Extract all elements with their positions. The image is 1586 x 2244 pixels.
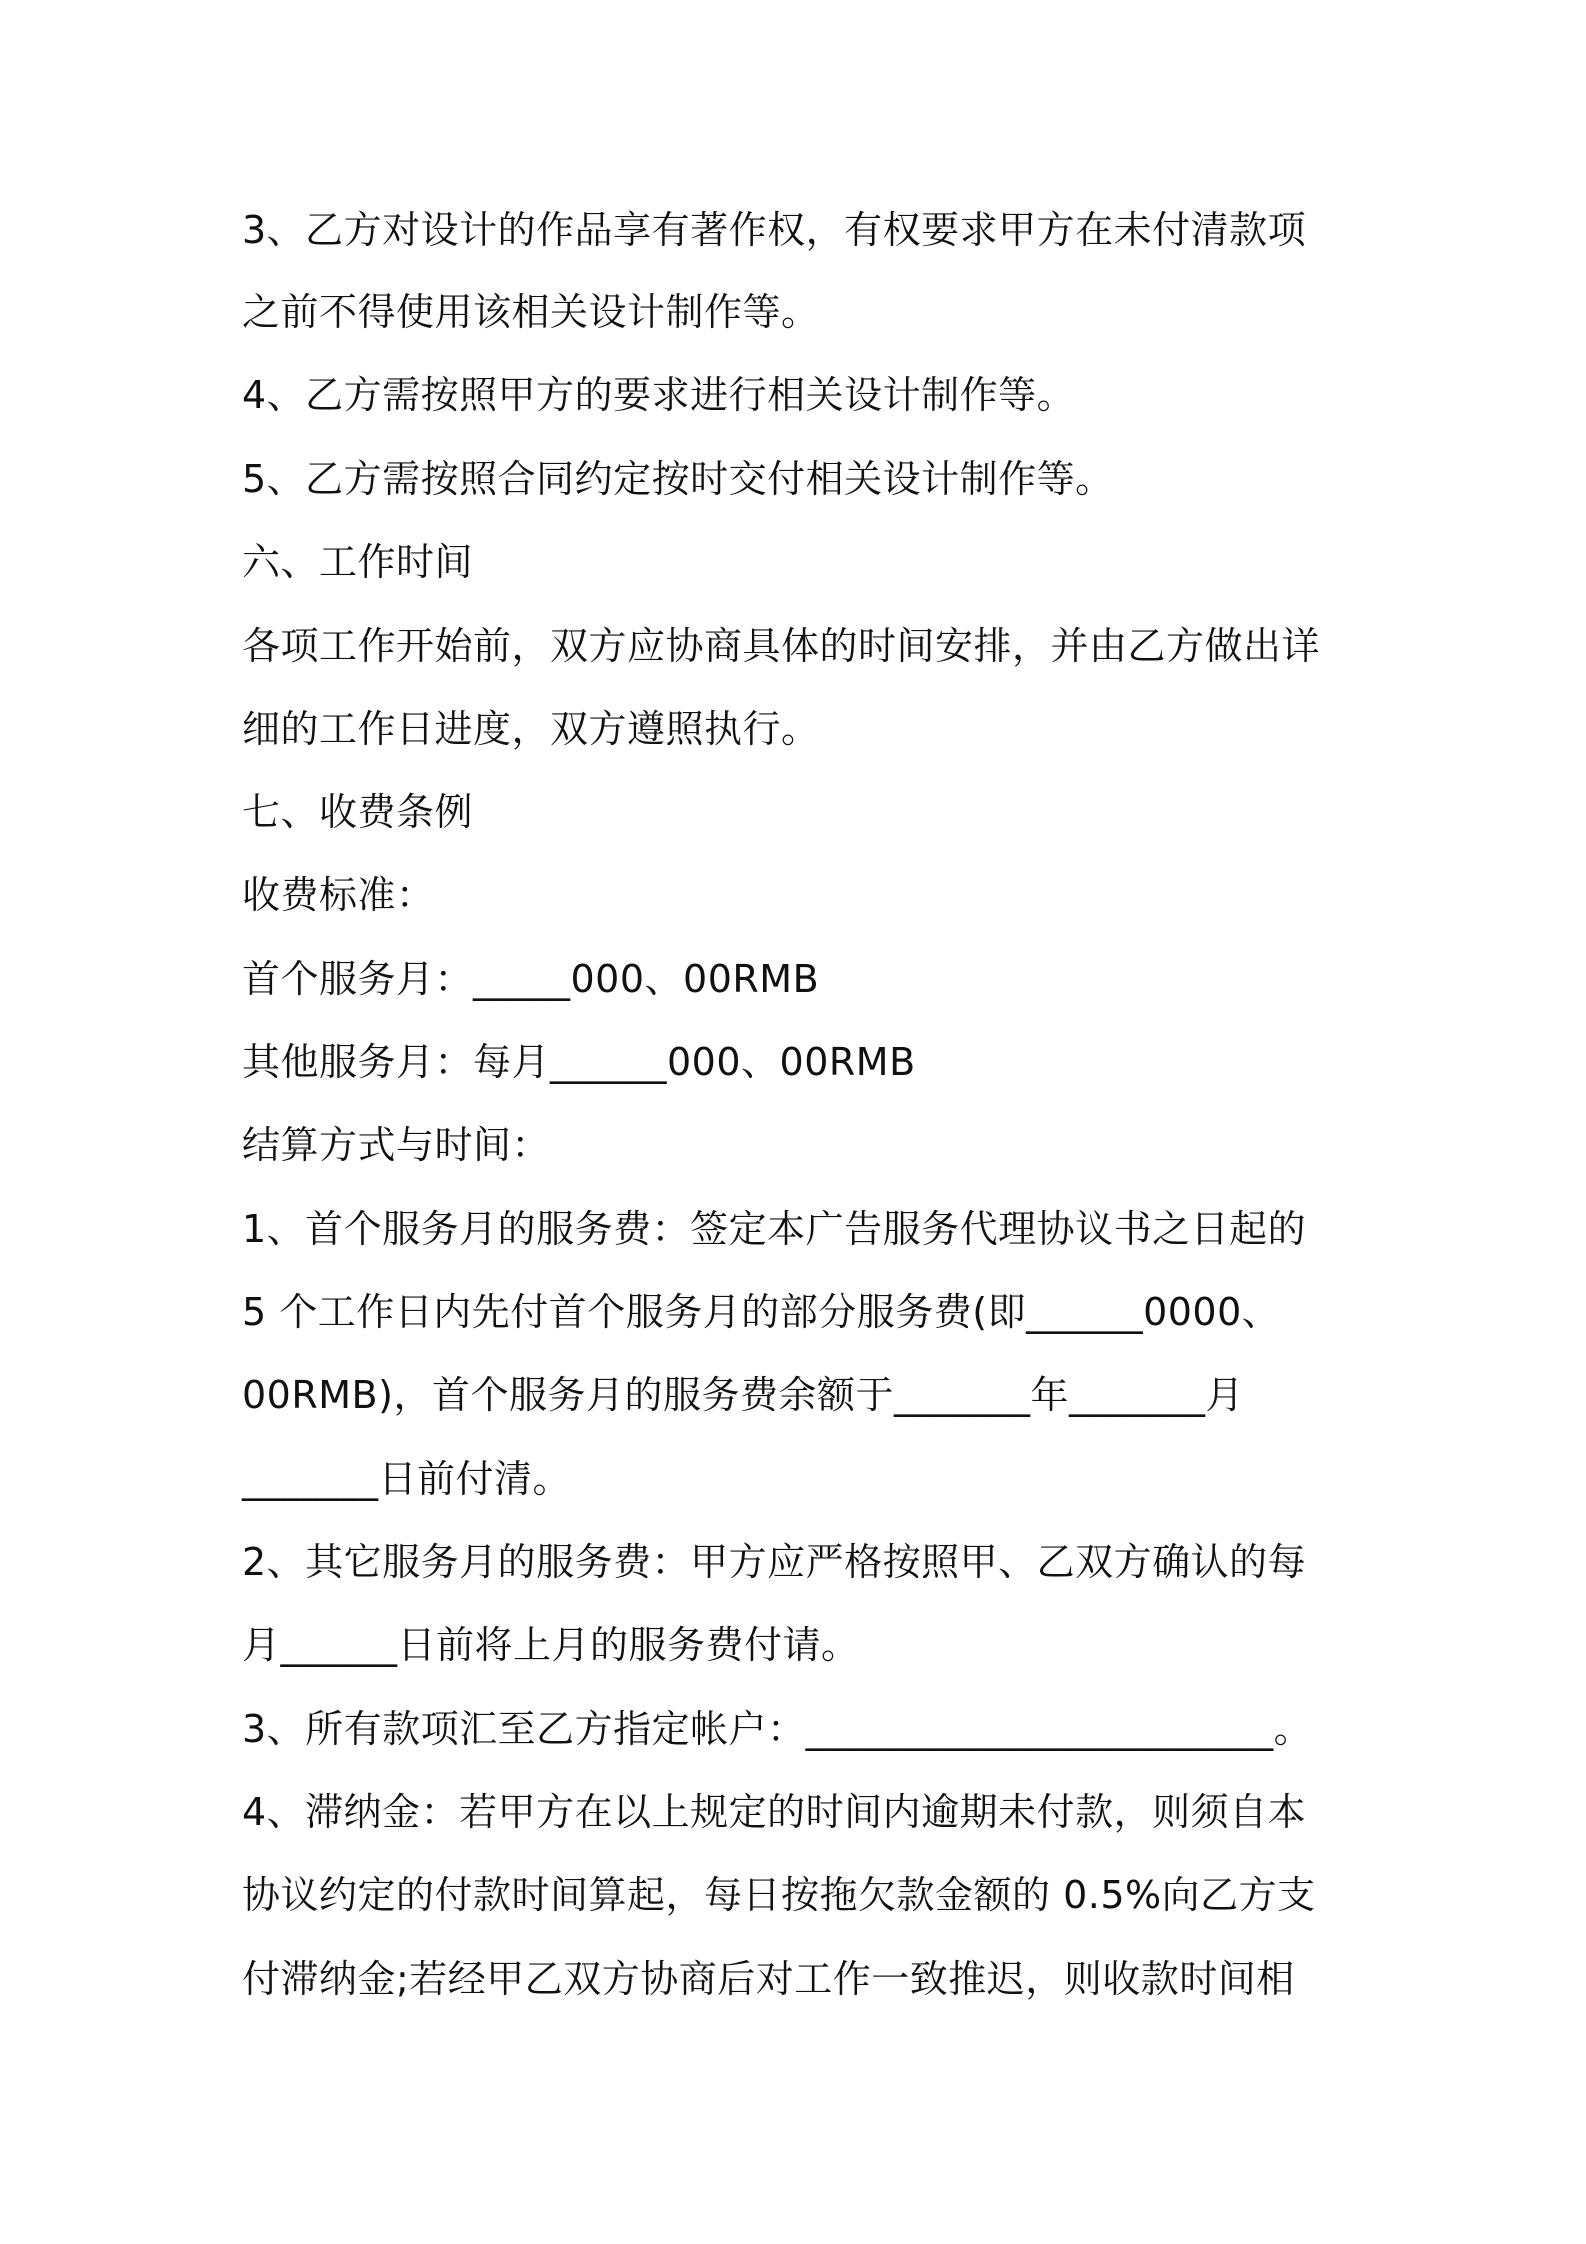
section-heading: 七、收费条例 <box>242 790 474 834</box>
text-line: 收费标准： <box>242 873 435 917</box>
text-line: 00RMB)，首个服务月的服务费余额于_______年_______月 <box>242 1373 1244 1417</box>
text-line: 4、滞纳金：若甲方在以上规定的时间内逾期未付款，则须自本 <box>242 1790 1307 1834</box>
text-line: 5 个工作日内先付首个服务月的部分服务费(即______0000、 <box>242 1290 1281 1334</box>
text-line: 之前不得使用该相关设计制作等。 <box>242 290 820 334</box>
text-line: 3、所有款项汇至乙方指定帐户：________________________。 <box>242 1707 1313 1751</box>
text-line: 结算方式与时间： <box>242 1123 551 1167</box>
text-line: 付滞纳金;若经甲乙双方协商后对工作一致推迟，则收款时间相 <box>242 1957 1295 2001</box>
text-line: 4、乙方需按照甲方的要求进行相关设计制作等。 <box>242 373 1076 417</box>
text-line: 首个服务月：_____000、00RMB <box>242 957 820 1001</box>
section-heading: 六、工作时间 <box>242 540 474 584</box>
text-line: 2、其它服务月的服务费：甲方应严格按照甲、乙双方确认的每 <box>242 1540 1307 1584</box>
text-line: 月______日前将上月的服务费付请。 <box>242 1623 860 1667</box>
text-line: _______日前付清。 <box>242 1457 572 1501</box>
text-line: 3、乙方对设计的作品享有著作权，有权要求甲方在未付清款项 <box>242 208 1307 252</box>
text-line: 细的工作日进度，双方遵照执行。 <box>242 707 820 751</box>
text-line: 5、乙方需按照合同约定按时交付相关设计制作等。 <box>242 457 1114 501</box>
text-line: 各项工作开始前，双方应协商具体的时间安排，并由乙方做出详 <box>242 624 1321 668</box>
text-line: 其他服务月：每月______000、00RMB <box>242 1040 916 1084</box>
text-line: 1、首个服务月的服务费：签定本广告服务代理协议书之日起的 <box>242 1207 1307 1251</box>
text-line: 协议约定的付款时间算起，每日按拖欠款金额的 0.5%向乙方支 <box>242 1873 1316 1917</box>
